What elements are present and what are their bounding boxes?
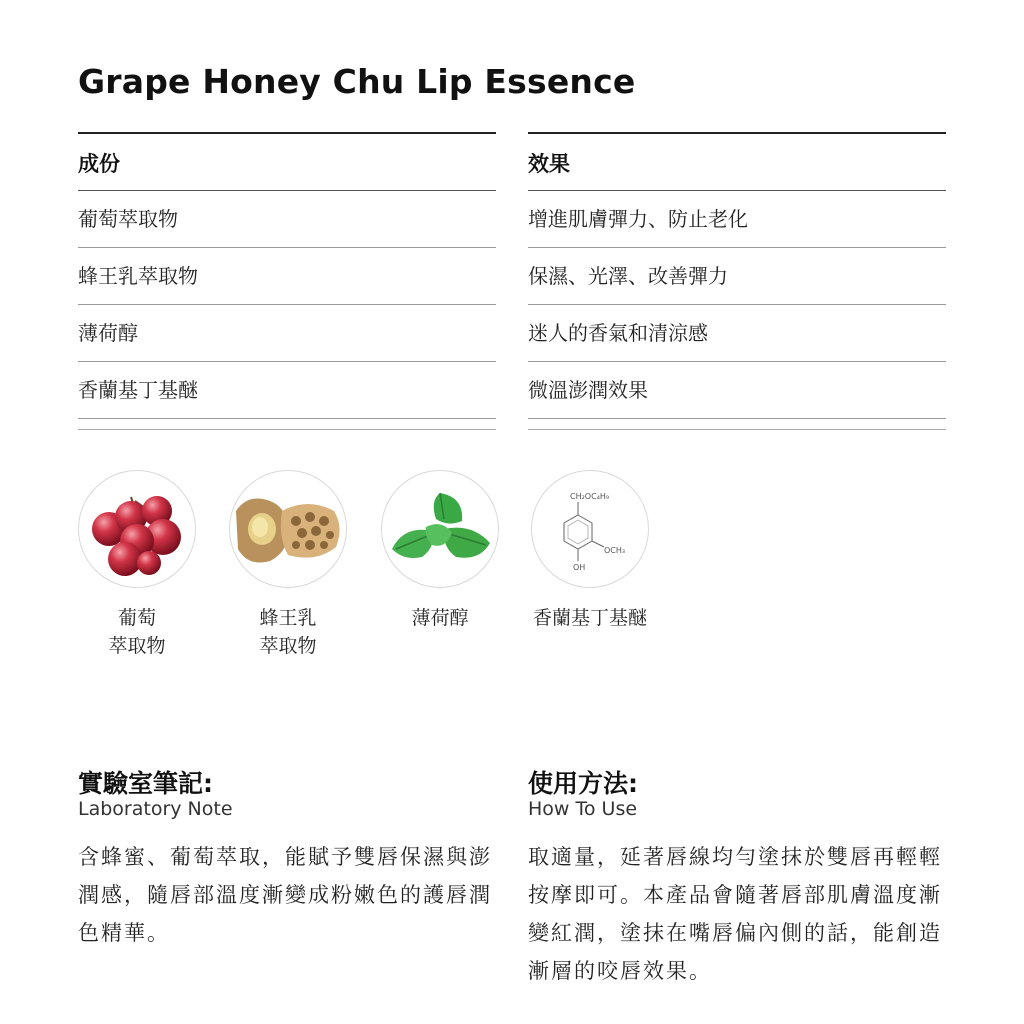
ingredient-vanillyl-butyl-ether (530, 470, 650, 632)
ingredient-label: 薄荷醇 (411, 607, 469, 629)
molecule-label-right: OCH₃ (604, 546, 626, 555)
table-row: 保濕、光澤、改善彈力 (528, 248, 946, 305)
ingredient-label: 萃取物 (259, 635, 317, 657)
table-bottom-rule (528, 419, 946, 430)
effects-header: 效果 (528, 134, 946, 191)
table-row: 微溫澎潤效果 (528, 362, 946, 419)
table-row: 增進肌膚彈力、防止老化 (528, 191, 946, 248)
ingredient-royal-jelly (228, 470, 348, 660)
honeycomb-icon (229, 470, 347, 588)
table-row: 葡萄萃取物 (78, 191, 496, 248)
lab-note-subtitle: Laboratory Note (78, 798, 233, 820)
mint-leaf-icon (381, 470, 499, 588)
lab-note-body: 含蜂蜜、葡萄萃取，能賦予雙唇保濕與澎潤感，隨唇部溫度漸變成粉嫩色的護唇潤色精華。 (78, 845, 492, 945)
ingredient-label: 萃取物 (108, 635, 166, 657)
ingredient-label: 葡萄 (117, 607, 156, 629)
ingredient-menthol (380, 470, 500, 632)
table-bottom-rule (78, 419, 496, 430)
ingredient-grape (77, 470, 197, 660)
molecule-label-top: CH₂OC₄H₉ (570, 492, 610, 501)
chemical-structure-icon (531, 470, 649, 588)
page-title: Grape Honey Chu Lip Essence (78, 62, 636, 101)
how-to-use-subtitle: How To Use (528, 798, 638, 820)
how-to-use-title: 使用方法: (528, 769, 638, 798)
ingredient-label: 蜂王乳 (259, 607, 317, 629)
how-to-use-body: 取適量，延著唇線均勻塗抹於雙唇再輕輕按摩即可。本產品會隨著唇部肌膚溫度漸變紅潤，塗抹在嘴唇偏內側的話，能創造漸層的咬唇效果。 (528, 845, 942, 983)
molecule-label-bottom: OH (573, 563, 586, 572)
ingredient-label: 香蘭基丁基醚 (532, 607, 647, 629)
grape-icon (78, 470, 196, 588)
effects-table (528, 132, 946, 430)
table-row: 迷人的香氣和清涼感 (528, 305, 946, 362)
ingredients-table (78, 132, 496, 430)
table-row: 香蘭基丁基醚 (78, 362, 496, 419)
lab-note-title: 實驗室筆記: (78, 769, 213, 798)
ingredients-header: 成份 (78, 134, 496, 191)
table-row: 蜂王乳萃取物 (78, 248, 496, 305)
table-row: 薄荷醇 (78, 305, 496, 362)
